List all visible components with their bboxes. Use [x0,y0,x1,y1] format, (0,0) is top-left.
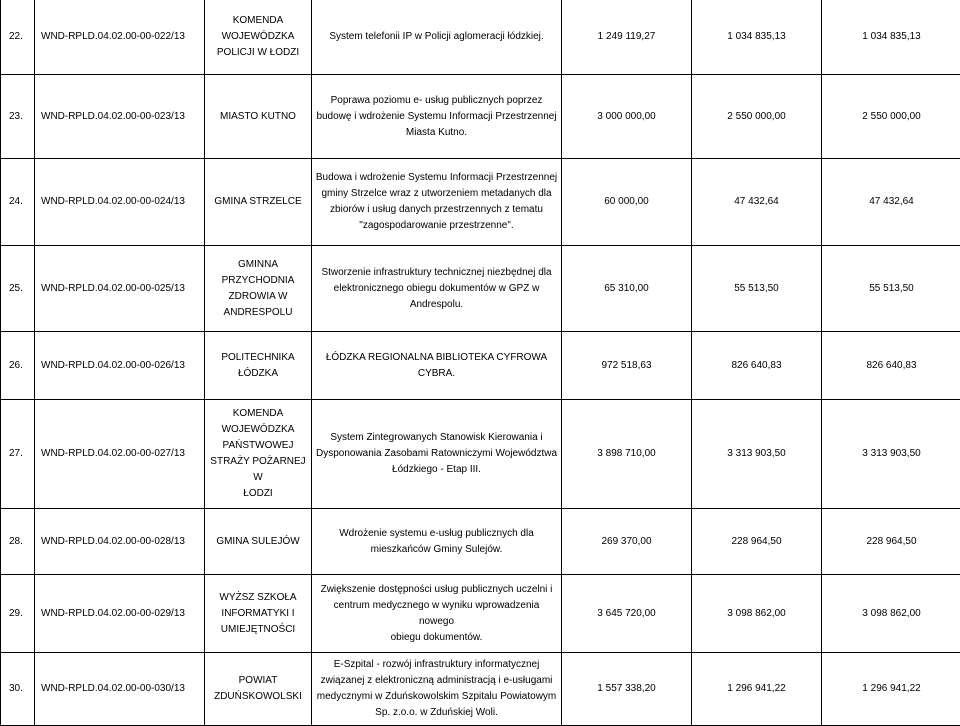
row-number: 26. [1,332,35,400]
beneficiary: GMINNA PRZYCHODNIA ZDROWIA W ANDRESPOLU [205,246,312,332]
total-value: 972 518,63 [562,332,692,400]
cofinancing-value: 1 296 941,22 [822,653,960,726]
project-title: Wdrożenie systemu e-usług publicznych dla mieszkańców Gminy Sulejów. [312,509,562,575]
total-value: 1 557 338,20 [562,653,692,726]
cofinancing-value: 55 513,50 [822,246,960,332]
beneficiary: GMINA SULEJÓW [205,509,312,575]
project-title: Budowa i wdrożenie Systemu Informacji Przestrzennej gminy Strzelce wraz z utworzeniem metadanych dla zbiorów i usług danych przestrzennych z tematu "zagospodarowanie przestrzenne". [312,159,562,246]
eligible-value: 826 640,83 [692,332,822,400]
project-title: Stworzenie infrastruktury technicznej niezbędnej dla elektronicznego obiegu dokumentów w GPZ w Andrespolu. [312,246,562,332]
table-row [1,332,960,400]
total-value: 60 000,00 [562,159,692,246]
beneficiary: KOMENDA WOJEWÓDZKA POLICJI W ŁODZI [205,0,312,75]
application-code: WND-RPLD.04.02.00-00-030/13 [35,653,205,726]
table-row [1,246,960,332]
row-number: 29. [1,575,35,653]
cofinancing-value: 3 098 862,00 [822,575,960,653]
table-row [1,75,960,159]
row-number: 27. [1,400,35,509]
project-title: E-Szpital - rozwój infrastruktury informatycznej związanej z elektroniczną administracją i e-usługami medycznymi w Zduńskowolskim Szpitalu Powiatowym Sp. z.o.o. w Zduńskiej Woli. [312,653,562,726]
total-value: 65 310,00 [562,246,692,332]
table-row [1,400,960,509]
application-code: WND-RPLD.04.02.00-00-025/13 [35,246,205,332]
beneficiary: POLITECHNIKA ŁÓDZKA [205,332,312,400]
project-title: System Zintegrowanych Stanowisk Kierowania i Dysponowania Zasobami Ratowniczymi Województwa Łódzkiego - Etap III. [312,400,562,509]
total-value: 269 370,00 [562,509,692,575]
row-number: 30. [1,653,35,726]
beneficiary: GMINA STRZELCE [205,159,312,246]
eligible-value: 3 098 862,00 [692,575,822,653]
total-value: 3 000 000,00 [562,75,692,159]
row-number: 23. [1,75,35,159]
row-number: 24. [1,159,35,246]
beneficiary: MIASTO KUTNO [205,75,312,159]
cofinancing-value: 3 313 903,50 [822,400,960,509]
total-value: 3 645 720,00 [562,575,692,653]
eligible-value: 1 034 835,13 [692,0,822,75]
table-row [1,159,960,246]
eligible-value: 55 513,50 [692,246,822,332]
cofinancing-value: 2 550 000,00 [822,75,960,159]
row-number: 22. [1,0,35,75]
eligible-value: 47 432,64 [692,159,822,246]
application-code: WND-RPLD.04.02.00-00-029/13 [35,575,205,653]
application-code: WND-RPLD.04.02.00-00-028/13 [35,509,205,575]
beneficiary: POWIAT ZDUŃSKOWOLSKI [205,653,312,726]
eligible-value: 3 313 903,50 [692,400,822,509]
project-title: ŁÓDZKA REGIONALNA BIBLIOTEKA CYFROWA CYBRA. [312,332,562,400]
row-number: 25. [1,246,35,332]
cofinancing-value: 228 964,50 [822,509,960,575]
beneficiary: WYŻSZ SZKOŁA INFORMATYKI I UMIEJĘTNOŚCI [205,575,312,653]
project-title: Zwiększenie dostępności usług publicznych uczelni i centrum medycznego w wyniku wprowadzenia nowego obiegu dokumentów. [312,575,562,653]
beneficiary: KOMENDA WOJEWÓDZKA PAŃSTWOWEJ STRAŻY POŻARNEJ W ŁODZI [205,400,312,509]
cofinancing-value: 47 432,64 [822,159,960,246]
application-code: WND-RPLD.04.02.00-00-026/13 [35,332,205,400]
eligible-value: 1 296 941,22 [692,653,822,726]
table-row [1,509,960,575]
cofinancing-value: 826 640,83 [822,332,960,400]
application-code: WND-RPLD.04.02.00-00-023/13 [35,75,205,159]
eligible-value: 2 550 000,00 [692,75,822,159]
table-row [1,0,960,75]
table-row [1,575,960,653]
application-code: WND-RPLD.04.02.00-00-024/13 [35,159,205,246]
cofinancing-value: 1 034 835,13 [822,0,960,75]
application-code: WND-RPLD.04.02.00-00-027/13 [35,400,205,509]
total-value: 3 898 710,00 [562,400,692,509]
projects-table-body [1,0,960,726]
project-title: Poprawa poziomu e- usług publicznych poprzez budowę i wdrożenie Systemu Informacji Przestrzennej Miasta Kutno. [312,75,562,159]
application-code: WND-RPLD.04.02.00-00-022/13 [35,0,205,75]
project-title: System telefonii IP w Policji aglomeracji łódzkiej. [312,0,562,75]
eligible-value: 228 964,50 [692,509,822,575]
total-value: 1 249 119,27 [562,0,692,75]
row-number: 28. [1,509,35,575]
